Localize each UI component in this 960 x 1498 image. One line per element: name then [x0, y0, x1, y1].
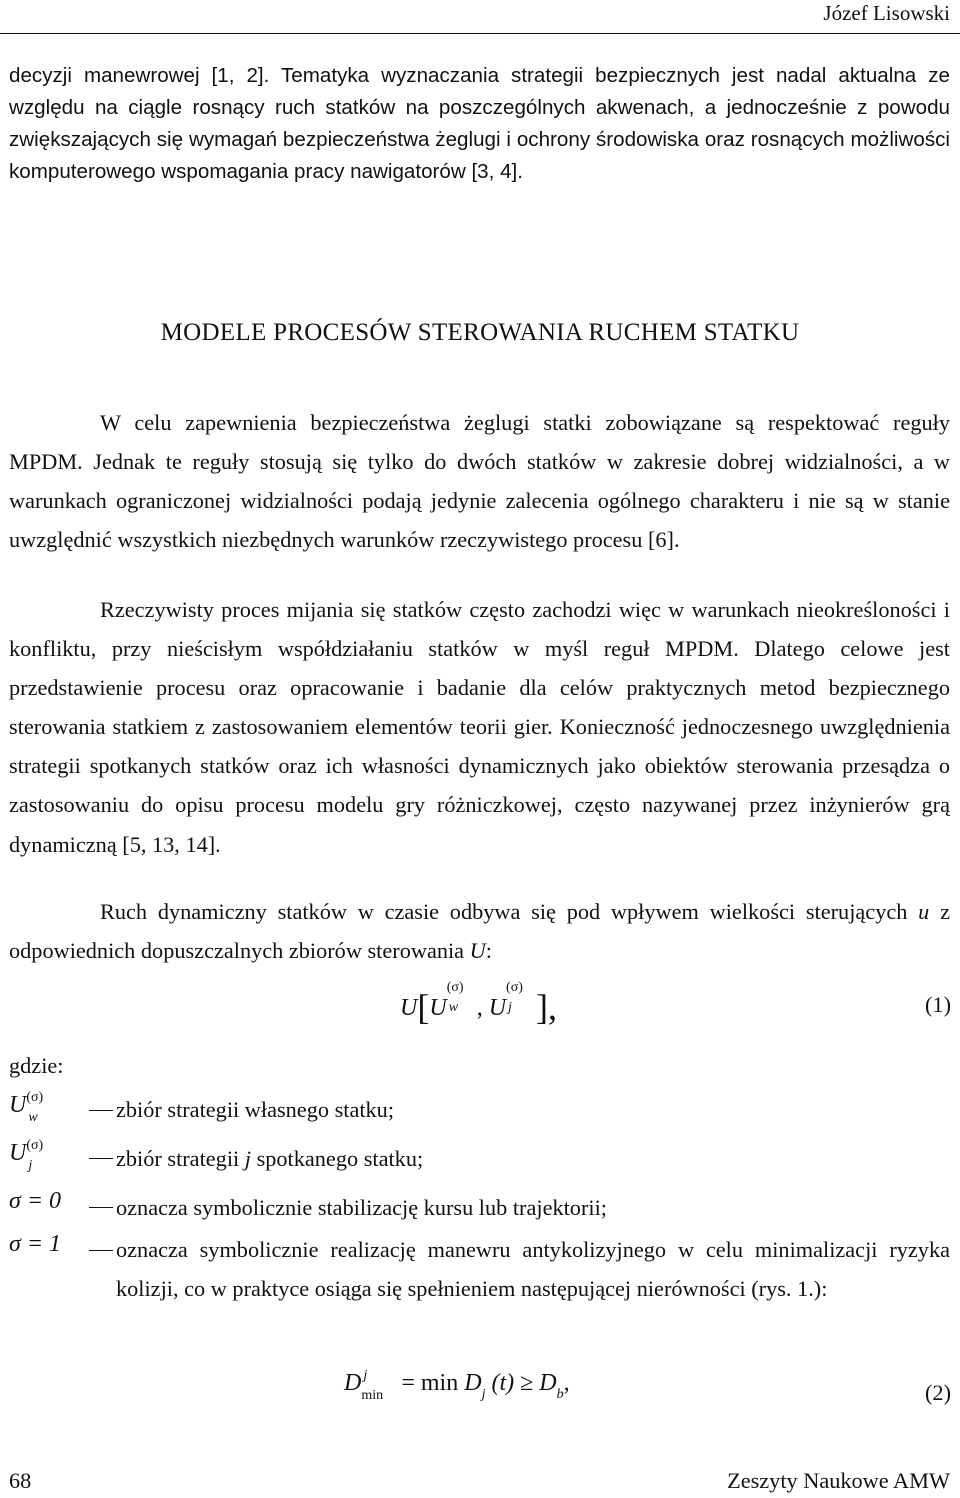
definition-symbol-Uj-base: U	[9, 1140, 27, 1166]
eq1-U2: U	[488, 995, 507, 1021]
definition-symbol-sigma0	[9, 1188, 61, 1215]
definition-dash	[89, 1110, 113, 1111]
equation-1	[400, 980, 558, 1027]
paragraph-game-theory: Rzeczywisty proces mijania się statków często zachodzi więc w warunkach nieokreśloności i konfliktu, przy nieścisłym współdziałaniu statków w myśl reguł MPDM. Dlatego celowe jest przedstawienie procesu oraz opracowanie i badanie dla celów praktycznych metod bezpiecznego sterowania statkiem z zastosowaniem elementów teorii gier. Konieczność jednoczesnego uwzględnienia strategii spotkanych statków oraz ich własności dynamicznych jako obiektów sterowania przesądza o zastosowaniu do opisu procesu modelu gry różniczkowej, często nazywanej przez inżynierów grą dynamiczną [5, 13, 14].	[9, 597, 950, 857]
definition-text-Uj	[116, 1139, 950, 1178]
paragraph-dynamics-mid: z odpowiednich dopuszczalnych zbiorów sterowania	[9, 899, 950, 964]
definition-row-Uw	[9, 1092, 950, 1132]
eq1-sup1: (σ)	[446, 980, 464, 995]
definition-text-Uj-post: spotkanego statku;	[251, 1146, 424, 1171]
eq2-D3: D	[539, 1370, 557, 1396]
definition-symbol-sigma1	[9, 1231, 61, 1258]
definition-symbol-Uw-sup: (σ)	[26, 1090, 44, 1105]
definition-symbol-Uj-sup: (σ)	[26, 1138, 44, 1153]
definition-symbol-sigma1-text: σ = 1	[9, 1231, 62, 1257]
paragraph-dynamics-post: :	[485, 938, 492, 964]
definitions-label: gdzie:	[9, 1053, 64, 1078]
eq1-open-bracket: [	[417, 987, 430, 1027]
journal-name: Zeszyty Naukowe AMW	[727, 1468, 950, 1493]
paragraph-dynamics-pre: Ruch dynamiczny statków w czasie odbywa się pod wpływem wielkości sterujących	[100, 899, 919, 924]
definition-symbol-Uj	[9, 1138, 56, 1173]
definition-dash	[89, 1250, 113, 1251]
section-heading: MODELE PROCESÓW STEROWANIA RUCHEM STATKU	[160, 319, 800, 346]
definition-symbol-Uj-sub: j	[28, 1158, 33, 1173]
eq1-sub1: w	[448, 1000, 459, 1015]
definition-symbol-sigma0-text: σ = 0	[9, 1188, 62, 1214]
eq2-D2: D	[464, 1370, 482, 1396]
running-head: Józef Lisowski	[823, 1, 950, 25]
equation-2	[344, 1368, 570, 1403]
paragraph-mpdm: W celu zapewnienia bezpieczeństwa żeglugi statki zobowiązane są respektować reguły MPDM. Jednak te reguły stosują się tylko do dwóch statków w zakresie dobrej widzialności, a w warunkach ograniczonej widzialności podają jedynie zalecenia ogólnego charakteru i nie są w stanie uwzględnić wszystkich niezbędnych warunków rzeczywistego procesu [6].	[9, 410, 950, 553]
page-number: 68	[9, 1468, 32, 1493]
definition-text-Uj-var: j	[244, 1146, 251, 1171]
control-set-U: U	[469, 938, 486, 964]
eq2-equals: =	[401, 1370, 415, 1396]
definition-row-Uj	[9, 1140, 950, 1180]
definition-symbol-Uw	[9, 1090, 56, 1125]
eq2-sub3: b	[556, 1387, 564, 1402]
eq1-lhs: U	[400, 995, 418, 1021]
eq2-D1: D	[344, 1370, 362, 1396]
definition-text-Uw: zbiór strategii własnego statku;	[116, 1097, 395, 1122]
eq1-close-bracket: ],	[536, 987, 558, 1027]
eq1-comma: ,	[476, 995, 483, 1021]
paragraph-dynamics	[9, 892, 950, 970]
definition-dash	[89, 1207, 113, 1208]
eq2-comma: ,	[563, 1370, 570, 1396]
eq2-arg: (t)	[491, 1370, 515, 1396]
control-variable-u: u	[918, 899, 930, 924]
definition-text-sigma0: oznacza symbolicznie stabilizację kursu lub trajektorii;	[116, 1195, 607, 1220]
definition-row-sigma1	[9, 1229, 950, 1349]
definition-text-Uj-pre: zbiór strategii	[116, 1146, 245, 1171]
eq2-sub2: j	[481, 1387, 486, 1402]
definition-symbol-Uw-base: U	[9, 1092, 27, 1118]
eq2-min: min	[420, 1370, 459, 1396]
eq2-sub1: min	[361, 1388, 384, 1403]
equation-1-number: (1)	[925, 992, 951, 1017]
eq1-sup2: (σ)	[506, 980, 523, 995]
definition-row-sigma0	[9, 1189, 950, 1229]
paragraph-intro: decyzji manewrowej [1, 2]. Tematyka wyznaczania strategii bezpiecznych jest nadal aktualna ze względu na ciągle rosnący ruch statków na poszczególnych akwenach, a jednocześnie z powodu zwiększających się wymagań bezpieczeństwa żeglugi i ochrony środowiska oraz rosnących możliwości komputerowego wspomagania pracy nawigatorów [3, 4].	[9, 64, 950, 183]
eq2-ge: ≥	[520, 1370, 534, 1396]
definition-symbol-Uw-sub: w	[28, 1110, 38, 1125]
definition-dash	[89, 1158, 113, 1159]
equation-2-number: (2)	[925, 1380, 951, 1405]
eq2-sup1: j	[363, 1368, 368, 1383]
definition-text-sigma1: oznacza symbolicznie realizację manewru antykolizyjnego w celu minimalizacji ryzyka kolizji, co w praktyce osiąga się spełnieniem następującej nierówności (rys. 1.):	[116, 1237, 950, 1302]
eq1-sub2: j	[508, 1000, 512, 1015]
header-rule	[0, 33, 960, 34]
eq1-U1: U	[429, 995, 447, 1021]
